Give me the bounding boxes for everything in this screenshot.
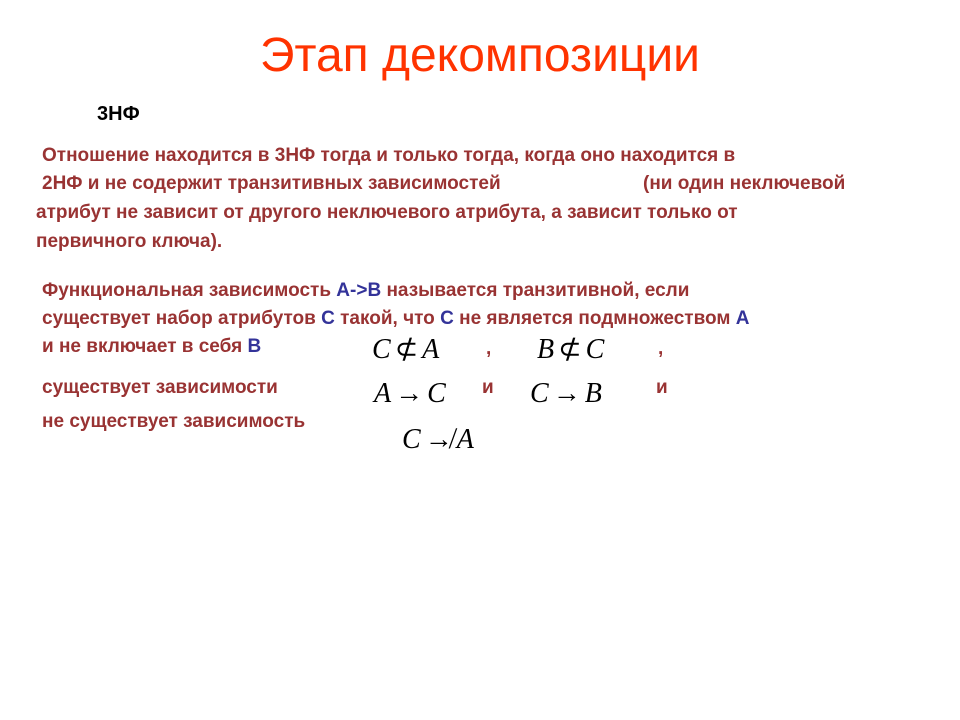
- formula-b-not-subset-c: [537, 332, 604, 366]
- formula-left: C: [402, 424, 421, 455]
- definition-line-2b: (ни один неключевой: [643, 173, 846, 194]
- comma-2: ,: [658, 338, 664, 359]
- transitive-line-4: существует зависимости: [42, 377, 278, 398]
- transitive-line-3: [42, 336, 261, 358]
- not-subset-icon: ⊄: [558, 334, 582, 365]
- formula-right: A: [456, 424, 474, 455]
- and-1: и: [482, 377, 494, 398]
- transitive-line-5: не существует зависимость: [42, 411, 306, 432]
- transitive-line-2: [42, 308, 749, 330]
- definition-line-4: первичного ключа).: [36, 231, 223, 252]
- dependency-ab: A->B: [336, 280, 382, 301]
- formula-a-to-c: [374, 378, 446, 410]
- definition-line-3: атрибут не зависит от другого неключевого атрибута, а зависит только от: [36, 202, 738, 223]
- and-2: и: [656, 377, 668, 398]
- formula-c-not-to-a: [402, 424, 474, 456]
- transitive-line-1: [42, 280, 689, 302]
- formula-left: A: [374, 378, 392, 409]
- arrow-right-icon: →: [395, 378, 424, 409]
- arrow-right-icon: →: [552, 378, 581, 409]
- formula-right: A: [422, 334, 440, 365]
- comma-1: ,: [486, 338, 492, 359]
- text: не является подмножеством: [453, 308, 736, 329]
- text: Функциональная зависимость: [42, 280, 337, 301]
- attr-c: C: [440, 308, 454, 329]
- text: и не включает в себя: [42, 336, 248, 357]
- attr-c: C: [321, 308, 335, 329]
- section-subtitle: 3НФ: [97, 103, 140, 125]
- text: существует набор атрибутов: [42, 308, 322, 329]
- not-arrow-icon: ↛: [424, 424, 453, 455]
- formula-right: C: [585, 334, 605, 365]
- formula-left: C: [372, 334, 391, 365]
- definition-line-1: Отношение находится в 3НФ тогда и только тогда, когда оно находится в: [42, 145, 736, 166]
- definition-line-2a: 2НФ и не содержит транзитивных зависимостей: [42, 173, 501, 194]
- text: называется транзитивной, если: [381, 280, 690, 301]
- formula-right: B: [584, 378, 602, 409]
- formula-right: C: [427, 378, 446, 409]
- text: такой, что: [334, 308, 441, 329]
- formula-c-not-subset-a: [372, 332, 439, 366]
- formula-left: B: [537, 334, 555, 365]
- attr-b: B: [247, 336, 262, 357]
- formula-c-to-b: [530, 378, 602, 410]
- formula-left: C: [530, 378, 549, 409]
- not-subset-icon: ⊄: [394, 334, 419, 365]
- slide-title: Этап декомпозиции: [260, 29, 700, 82]
- attr-a: A: [735, 308, 750, 329]
